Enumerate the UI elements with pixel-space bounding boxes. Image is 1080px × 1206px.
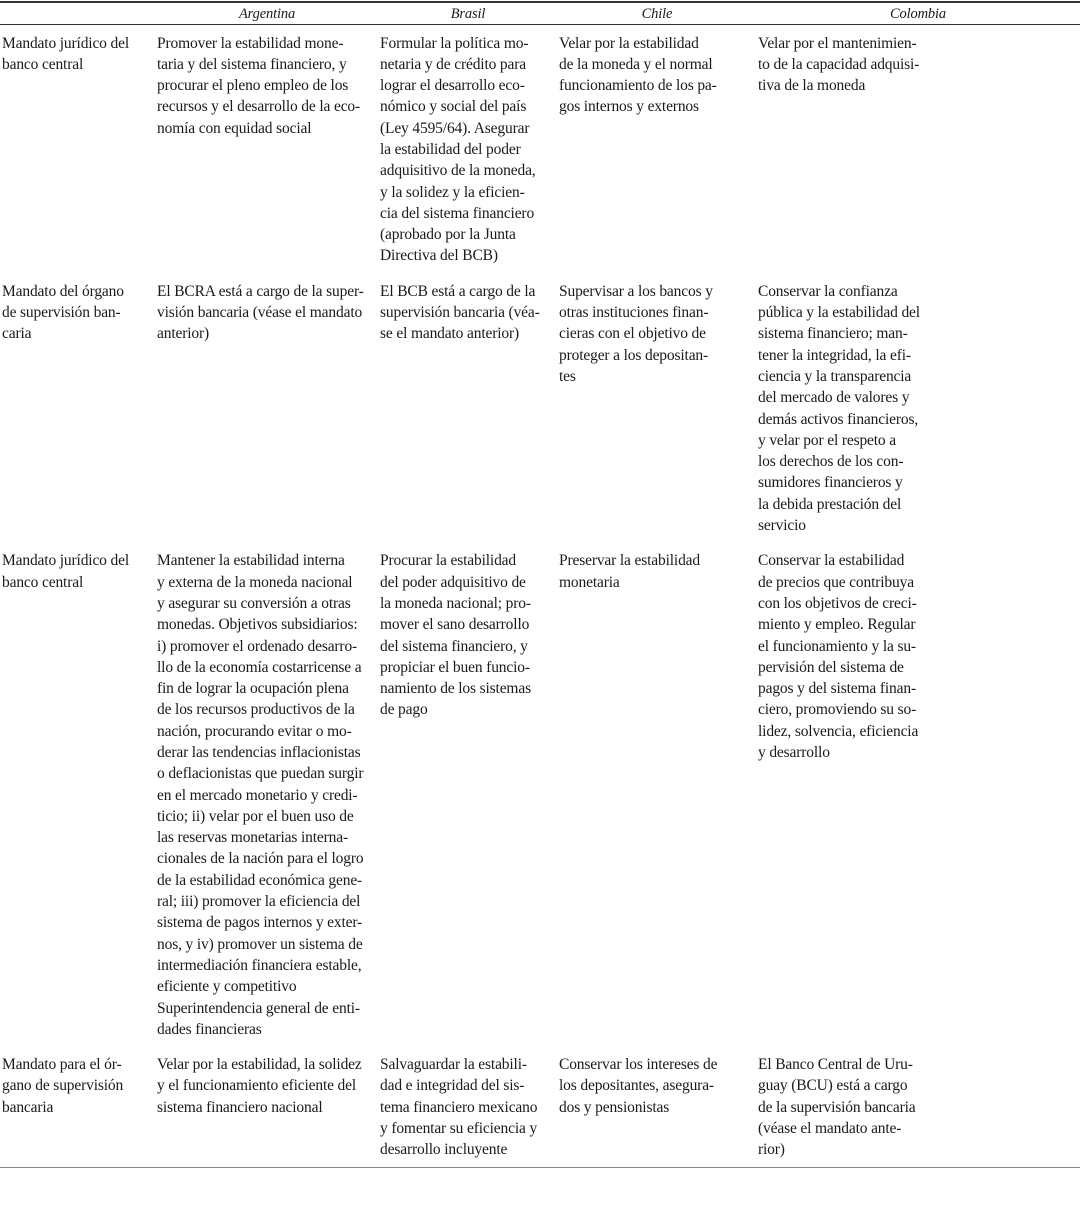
row-label: Mandato del órgano de supervisión ban- caria: [2, 282, 124, 343]
header-colombia: Colombia: [890, 5, 946, 22]
table-cell: Procurar la estabilidad del poder adquisitivo de la moneda nacional; pro- mover el sano desarrollo del sistema financiero, y propiciar el buen funcio- namiento de los sistemas de pago: [380, 552, 531, 719]
table-cell: Conservar la estabilidad de precios que contribuya con los objetivos de creci- miento y empleo. Regular el funcionamiento y la su- pervisión del sistema de pagos y del sistema finan- ciero, promoviendo su so- lidez, solvencia, eficiencia y desarrollo: [758, 552, 919, 761]
table-row: [2, 542, 1080, 1046]
header-empty: [2, 3, 154, 24]
table-header: [2, 3, 1080, 24]
table-cell: Preservar la estabilidad monetaria: [559, 552, 701, 591]
header-brasil: Brasil: [450, 5, 486, 22]
table-cell: Formular la política mo- netaria y de crédito para lograr el desarrollo eco- nómico y social del país (Ley 4595/64). Asegurar la estabilidad del poder adquisitivo de la moneda, y la solidez y la eficien- cia del sistema financiero (aprobado por la Junta Directiva del BCB): [380, 34, 536, 265]
row-label: Mandato jurídico del banco central: [2, 552, 129, 591]
header-chile: Chile: [641, 5, 673, 22]
row-label: Mandato jurídico del banco central: [2, 34, 129, 73]
table-cell: Mantener la estabilidad interna y externa de la moneda nacional y asegurar su conversión a otras monedas. Objetivos subsidiarios: i) promover el ordenado desarro- llo de la economía costarricense a fin de lograr la ocupación plena de los recursos productivos de la nación, procurando evitar o mo- derar las tendencias inflacionistas o deflacionistas que puedan surgir en el mercado monetario y credi- ticio; ii) velar por el buen uso de las reservas monetarias interna- cionales de la nación para el logro de la estabilidad económica gene- ral; iii) promover la eficiencia del sistema de pagos internos y exter- nos, y iv) promover un sistema de intermediación financiera estable, eficiente y competitivo Superintendencia general de enti- dades financieras: [157, 552, 364, 1038]
table-cell: Velar por la estabilidad de la moneda y el normal funcionamiento de los pa- gos internos y externos: [559, 34, 717, 116]
row-label: Mandato para el ór- gano de supervisión bancaria: [2, 1056, 124, 1116]
table-cell: Velar por la estabilidad, la solidez y el funcionamiento eficiente del sistema financiero nacional: [157, 1056, 362, 1116]
table-cell: El BCRA está a cargo de la super- visión bancaria (véase el mandato anterior): [157, 282, 364, 343]
table-cell: Supervisar a los bancos y otras instituciones finan- cieras con el objetivo de proteger a los depositan- tes: [559, 282, 713, 385]
header-argentina: Argentina: [238, 5, 296, 22]
table-row: [2, 25, 1080, 273]
bottom-rule: [0, 1167, 1080, 1168]
table-cell: El BCB está a cargo de la supervisión bancaria (véa- se el mandato anterior): [380, 282, 540, 343]
table-cell: Salvaguardar la estabili- dad e integridad del sis- tema financiero mexicano y fomentar su eficiencia y desarrollo incluyente: [380, 1056, 538, 1159]
table-cell: Velar por el mantenimien- to de la capacidad adquisi- tiva de la moneda: [758, 34, 920, 95]
table-row: [2, 273, 1080, 543]
table-row: [2, 1046, 1080, 1166]
table-cell: Conservar la confianza pública y la estabilidad del sistema financiero; man- tener la integridad, la efi- ciencia y la transparencia del mercado de valores y demás activos financieros, y velar por el respeto a los derechos de los con- sumidores financieros y la debida prestación del servicio: [758, 282, 920, 535]
table-cell: El Banco Central de Uru- guay (BCU) está a cargo de la supervisión bancaria (véase el mandato ante- rior): [758, 1056, 916, 1159]
table-cell: Promover la estabilidad mone- taria y del sistema financiero, y procurar el pleno empleo de los recursos y el desarrollo de la eco- nomía con equidad social: [157, 34, 361, 137]
table-cell: Conservar los intereses de los depositantes, asegura- dos y pensionistas: [559, 1056, 718, 1116]
